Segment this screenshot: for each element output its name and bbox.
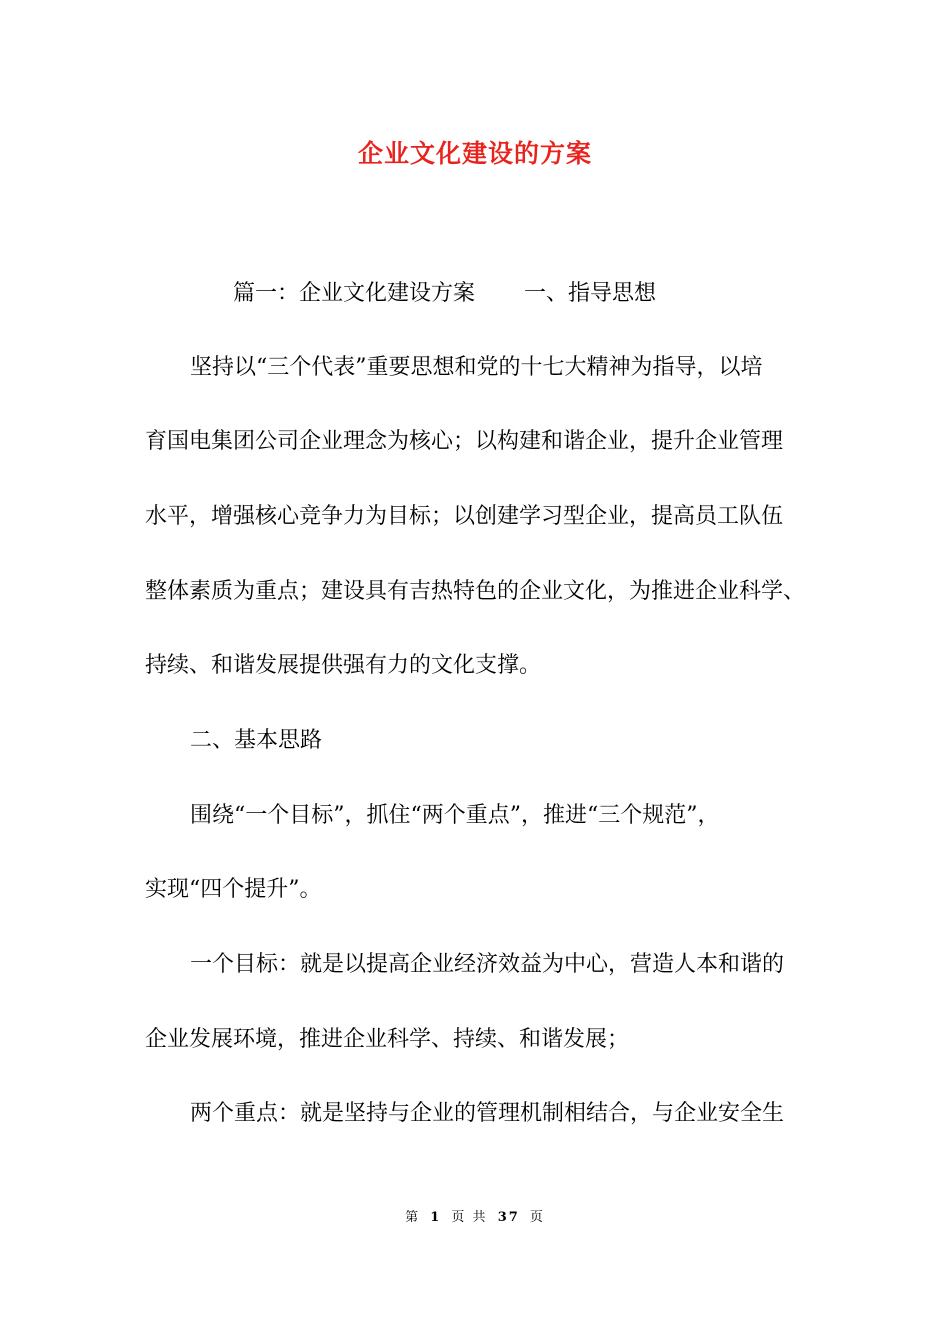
footer-middle: 页 共 [451,1210,488,1225]
footer-suffix: 页 [529,1210,545,1225]
paragraph-line: 一个目标：就是以提高企业经济效益为中心，营造人本和谐的 [190,952,785,977]
paragraph-line: 两个重点：就是坚持与企业的管理机制相结合，与企业安全生 [190,1101,785,1126]
subheading-right: 一、指导思想 [524,281,657,306]
document-title: 企业文化建设的方案 [357,139,592,168]
paragraph-line: 育国电集团公司企业理念为核心；以构建和谐企业，提升企业管理 [145,429,784,454]
paragraph-line: 围绕“一个目标”，抓住“两个重点”，推进“三个规范”， [190,803,720,828]
subheading-left: 篇一：企业文化建设方案 [233,281,476,306]
paragraph-line: 持续、和谐发展提供强有力的文化支撑。 [145,653,542,678]
footer-page-number: 1 [430,1210,442,1225]
paragraph-line: 坚持以“三个代表”重要思想和党的十七大精神为指导，以培 [190,355,763,380]
footer-total-pages: 37 [497,1210,520,1225]
subheading-line [0,278,950,310]
paragraph-line: 实现“四个提升”。 [145,877,322,902]
section-heading: 二、基本思路 [190,728,323,753]
paragraph-line: 水平，增强核心竞争力为目标；以创建学习型企业，提高员工队伍 [145,504,784,529]
paragraph-line: 企业发展环境，推进企业科学、持续、和谐发展； [145,1027,630,1052]
footer-prefix: 第 [405,1210,421,1225]
paragraph-line: 整体素质为重点；建设具有吉热特色的企业文化，为推进企业科学、 [145,579,806,604]
page-footer [0,1208,950,1228]
